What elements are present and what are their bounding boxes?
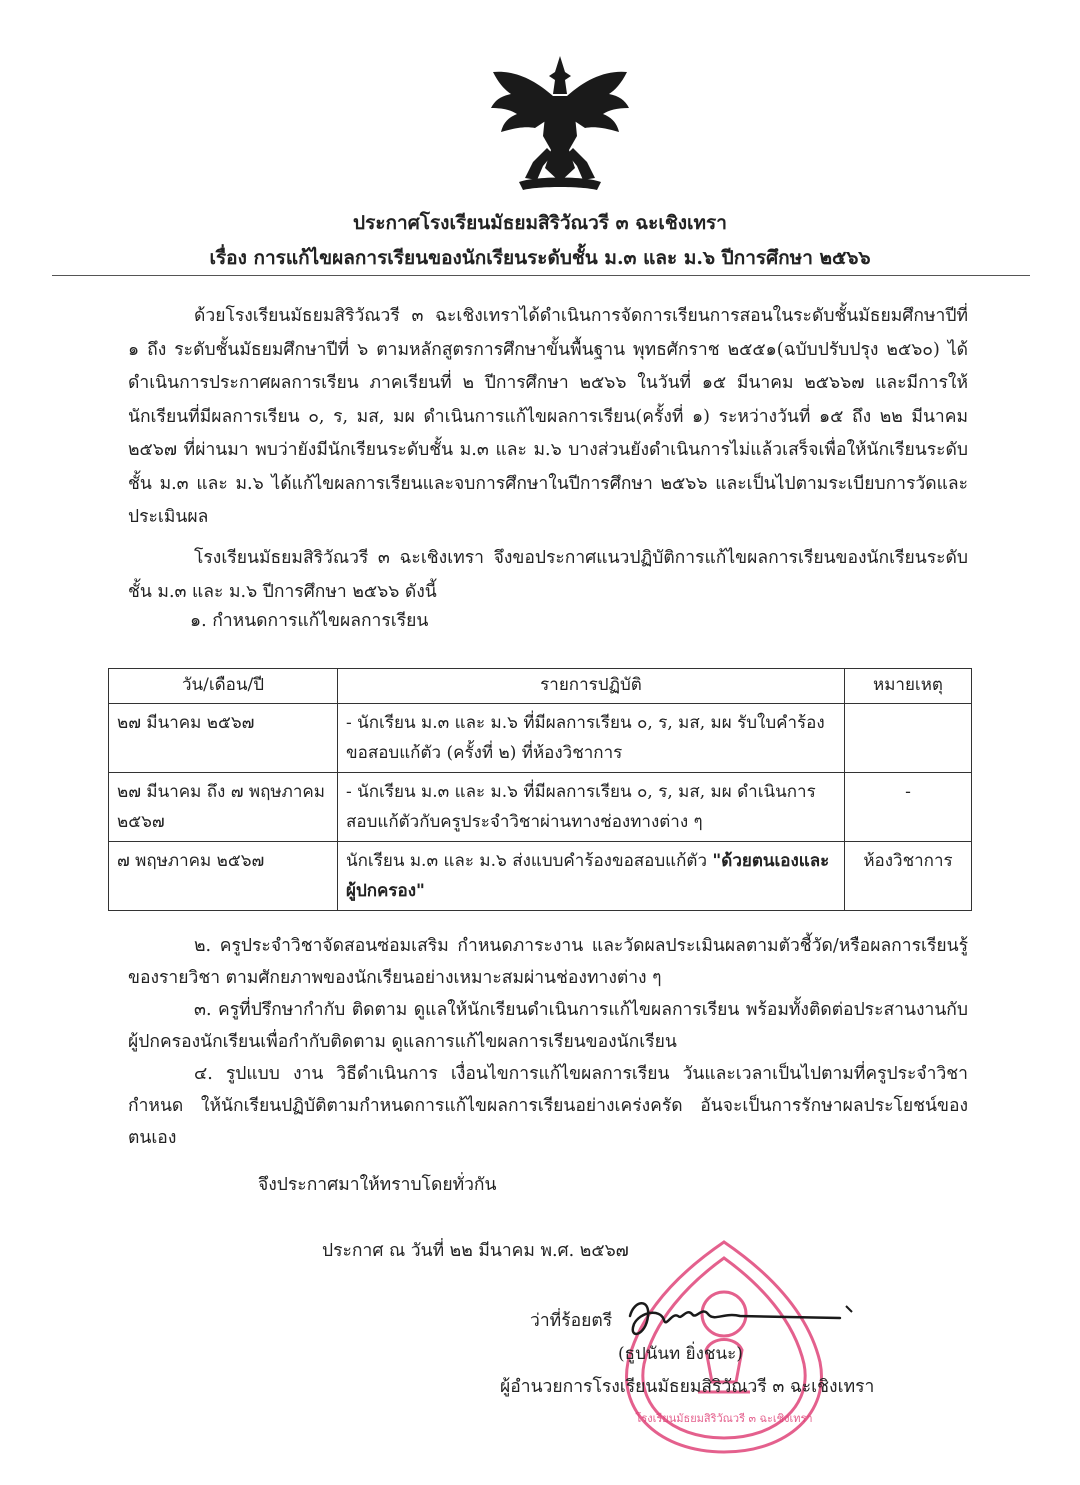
col-header-action: รายการปฏิบัติ	[338, 669, 845, 704]
item-4: ๔. รูปแบบ งาน วิธีดำเนินการ เงื่อนไขการแก้ไขผลการเรียน วันและเวลาเป็นไปตามที่ครูประจำวิชากำหนด ให้นักเรียนปฏิบัติตามกำหนดการแก้ไขผลการเรียนอย่างเคร่งครัด อันจะเป็นการรักษาผลประโยชน์ของตนเอง	[128, 1064, 968, 1148]
closing-line: จึงประกาศมาให้ทราบโดยทั่วกัน	[258, 1175, 497, 1195]
row-note	[845, 704, 972, 773]
row-action	[338, 842, 845, 911]
row-date: ๒๗ มีนาคม ถึง ๗ พฤษภาคม ๒๕๖๗	[109, 773, 338, 842]
announcement-subject: เรื่อง การแก้ไขผลการเรียนของนักเรียนระดับชั้น ม.๓ และ ม.๖ ปีการศึกษา ๒๕๖๖	[209, 247, 871, 269]
signatory-name: (ธูปนันท ยิ่งชนะ)	[618, 1344, 743, 1364]
row-action-emphasis: "ด้วยตนเองและผู้ปกครอง"	[346, 851, 830, 901]
svg-text:โรงเรียนมัธยมสิริวัณวรี ๓ ฉะเช: โรงเรียนมัธยมสิริวัณวรี ๓ ฉะเชิงเทรา	[635, 1412, 813, 1425]
table-row	[109, 704, 972, 773]
header-divider	[52, 275, 1030, 276]
row-action: - นักเรียน ม.๓ และ ม.๖ ที่มีผลการเรียน ๐, ร, มส, มผ ดำเนินการสอบแก้ตัวกับครูประจำวิชาผ่านทางช่องทางต่าง ๆ	[338, 773, 845, 842]
signatory-rank: ว่าที่ร้อยตรี	[530, 1311, 613, 1331]
row-note: ห้องวิชาการ	[845, 842, 972, 911]
row-date: ๒๗ มีนาคม ๒๕๖๗	[109, 704, 338, 773]
schedule-table	[108, 668, 972, 911]
items-list	[128, 930, 968, 1154]
garuda-emblem-icon	[485, 50, 635, 200]
signatory-position: ผู้อำนวยการโรงเรียนมัธยมสิริวัณวรี ๓ ฉะเชิงเทรา	[500, 1377, 875, 1397]
announcement-date: ประกาศ ณ วันที่ ๒๒ มีนาคม พ.ศ. ๒๕๖๗	[322, 1241, 629, 1261]
row-action-text: นักเรียน ม.๓ และ ม.๖ ส่งแบบคำร้องขอสอบแก้ตัว	[346, 851, 708, 871]
col-header-date: วัน/เดือน/ปี	[109, 669, 338, 704]
col-header-note: หมายเหตุ	[845, 669, 972, 704]
table-header-row	[109, 669, 972, 704]
row-action: - นักเรียน ม.๓ และ ม.๖ ที่มีผลการเรียน ๐, ร, มส, มผ รับใบคำร้องขอสอบแก้ตัว (ครั้งที่ ๒) ที่ห้องวิชาการ	[338, 704, 845, 773]
announcement-title: ประกาศโรงเรียนมัธยมสิริวัณวรี ๓ ฉะเชิงเทรา	[353, 212, 727, 234]
item-3: ๓. ครูที่ปรึกษากำกับ ติดตาม ดูแลให้นักเรียนดำเนินการแก้ไขผลการเรียน พร้อมทั้งติดต่อประสานงานกับผู้ปกครองนักเรียนเพื่อกำกับติดตาม ดูแลการแก้ไขผลการเรียนของนักเรียน	[128, 1000, 968, 1052]
table-row	[109, 842, 972, 911]
row-note: -	[845, 773, 972, 842]
intro-text: ด้วยโรงเรียนมัธยมสิริวัณวรี ๓ ฉะเชิงเทราได้ดำเนินการจัดการเรียนการสอนในระดับชั้นมัธยมศึกษาปีที่ ๑ ถึง ระดับชั้นมัธยมศึกษาปีที่ ๖ ตามหลักสูตรการศึกษาขั้นพื้นฐาน พุทธศักราช ๒๕๕๑(ฉบับปรับปรุง ๒๕๖๐) ได้ดำเนินการประกาศผลการเรียน ภาคเรียนที่ ๒ ปีการศึกษา ๒๕๖๖ ในวันที่ ๑๕ มีนาคม ๒๕๖๖๗ และมีการให้นักเรียนที่มีผลการเรียน ๐, ร, มส, มผ ดำเนินการแก้ไขผลการเรียน(ครั้งที่ ๑) ระหว่างวันที่ ๑๕ ถึง ๒๒ มีนาคม ๒๕๖๗ ที่ผ่านมา พบว่ายังมีนักเรียนระดับชั้น ม.๓ และ ม.๖ บางส่วนยังดำเนินการไม่แล้วเสร็จเพื่อให้นักเรียนระดับชั้น ม.๓ และ ม.๖ ได้แก้ไขผลการเรียนและจบการศึกษาในปีการศึกษา ๒๕๖๖ และเป็นไปตามระเบียบการวัดและประเมินผล	[128, 306, 968, 527]
row-date: ๗ พฤษภาคม ๒๕๖๗	[109, 842, 338, 911]
intro-paragraph	[128, 300, 968, 535]
item-1-heading: ๑. กำหนดการแก้ไขผลการเรียน	[190, 611, 429, 631]
guideline-text: โรงเรียนมัธยมสิริวัณวรี ๓ ฉะเชิงเทรา จึงขอประกาศแนวปฏิบัติการแก้ไขผลการเรียนของนักเรียนระดับชั้น ม.๓ และ ม.๖ ปีการศึกษา ๒๕๖๖ ดังนี้	[128, 548, 968, 602]
table-row	[109, 773, 972, 842]
guideline-paragraph	[128, 542, 968, 609]
item-2: ๒. ครูประจำวิชาจัดสอนซ่อมเสริม กำหนดภาระงาน และวัดผลประเมินผลตามตัวชี้วัด/หรือผลการเรียนรู้ของรายวิชา ตามศักยภาพของนักเรียนอย่างเหมาะสมผ่านช่องทางต่าง ๆ	[128, 936, 968, 988]
